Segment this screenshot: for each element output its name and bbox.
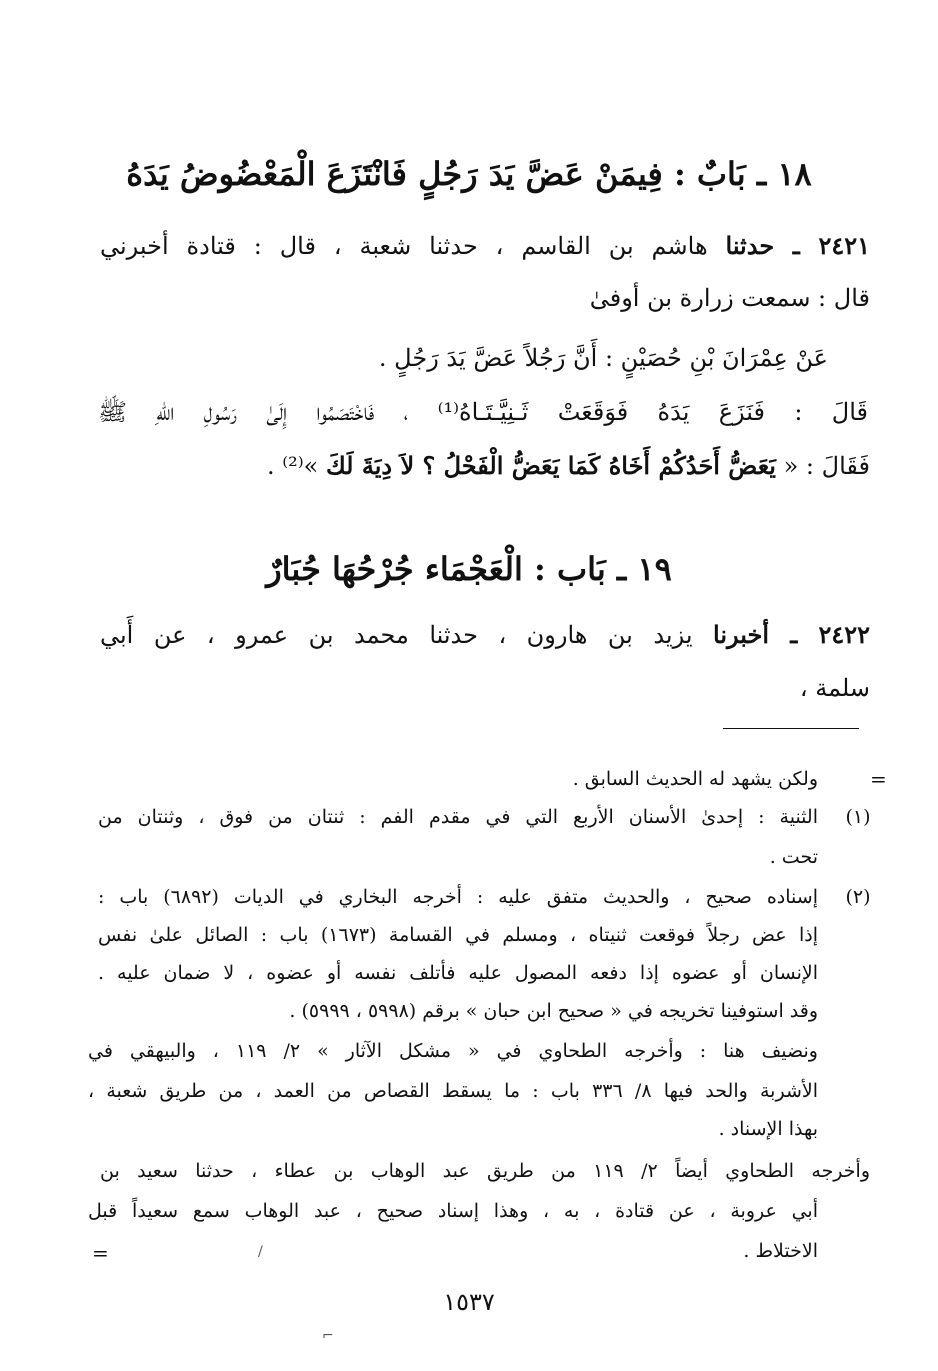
footnote-1-line-1: الثنية : إحدىٰ الأسنان الأربع التي في مقدم الفم : ثنتان من فوق ، وثنتان من	[98, 806, 818, 828]
hadith-2421-line-1	[100, 226, 870, 266]
footnote-1-line-2: تحت .	[769, 846, 818, 868]
footnote-2-line-5: ونضيف هنا : وأخرجه الطحاوي في « مشكل الآثار » ٢/ ١١٩ ، والبيهقي في	[88, 1040, 818, 1062]
hadith-2421-line-2: قال : سمعت زرارة بن أوفىٰ	[589, 284, 870, 312]
footnote-2-marker: (٢)	[845, 886, 871, 908]
hadith-2421-line-3: عَنْ عِمْرَانَ بْنِ حُصَيْنٍ : أَنَّ رَجُلاً عَضَّ يَدَ رَجُلٍ .	[378, 344, 828, 372]
continuation-end-mark: =	[92, 1241, 109, 1265]
hadith-2422-line-2: سلمة ،	[799, 674, 870, 702]
chapter-18-heading: ١٨ ـ بَابٌ : فِيمَنْ عَضَّ يَدَ رَجُلٍ فَانْتَزَعَ الْمَعْضُوضُ يَدَهُ	[126, 155, 812, 193]
hadith-2422-line-1	[100, 615, 870, 655]
footnote-2-line-10: الاختلاط .	[743, 1240, 818, 1262]
footnote-continuation: ولكن يشهد له الحديث السابق .	[572, 768, 818, 790]
scan-artifact-2: ⌐	[322, 1328, 334, 1344]
chapter-19-heading: ١٩ ـ بَاب : الْعَجْمَاء جُرْحُهَا جُبَارٌ	[266, 550, 672, 588]
footnote-1-marker: (١)	[845, 806, 871, 828]
footnote-2-line-9: أبي عروبة ، عن قتادة ، به ، وهذا إسناد صحيح ، عبد الوهاب سمع سعيداً قبل	[88, 1200, 818, 1222]
footnote-2-line-7: بهذا الإسناد .	[718, 1118, 818, 1140]
footnote-2-line-1: إسناده صحيح ، والحديث متفق عليه : أخرجه البخاري في الديات (٦٨٩٢) باب :	[98, 886, 818, 908]
scan-artifact: /	[258, 1244, 263, 1260]
footnote-2-line-8: وأخرجه الطحاوي أيضاً ٢/ ١١٩ من طريق عبد الوهاب بن عطاء ، حدثنا سعيد بن	[100, 1160, 870, 1182]
footnote-2-line-2: إذا عض رجلاً فوقعت ثنيتاه ، ومسلم في القسامة (١٦٧٣) باب : الصائل علىٰ نفس	[98, 924, 818, 946]
footnote-2-line-3: الإنسان أو عضوه إذا دفعه المصول عليه فأتلف نفسه أو عضوه ، لا ضمان عليه .	[98, 962, 818, 984]
prophetic-saying: يَعَضُّ أَحَدُكُمْ أَخَاهُ كَمَا يَعَضُّ الْفَحْلُ ؟ لاَ دِيَةَ لَكَ	[325, 451, 776, 480]
hadith-2422-number: ٢٤٢٢ ـ أخبرنا	[713, 620, 870, 649]
hadith-2421-number: ٢٤٢١ ـ حدثنا	[725, 231, 870, 260]
hadith-2421-isnad: هاشم بن القاسم ، حدثنا شعبة ، قال : قتادة أخبرني	[100, 232, 726, 260]
hadith-2421-line-4: قَالَ : فَنَزَعَ يَدَهُ فَوَقَعَتْ ثَـنِيَّـتَـاهُ⁽¹⁾ ، فَاخْتَصَمُوا إِلَىٰ رَسُولِ اللهِ ﷺ	[98, 398, 868, 426]
hadith-2421-quote-open: فَقَالَ : «	[775, 452, 870, 480]
footnote-2-line-4: وقد استوفينا تخريجه في « صحيح ابن حبان » برقم (٥٩٩٨ ، ٥٩٩٩) .	[289, 1000, 818, 1022]
footnote-2-line-6: الأشربة والحد فيها ٨/ ٣٣٦ باب : ما يسقط القصاص من العمد ، من طريق شعبة ،	[88, 1080, 818, 1102]
hadith-2421-line-5	[100, 446, 870, 486]
continuation-mark: =	[870, 767, 887, 791]
page-number: ١٥٣٧	[443, 1288, 495, 1316]
hadith-2422-isnad: يزيد بن هارون ، حدثنا محمد بن عمرو ، عن أَبي	[100, 621, 714, 649]
footnote-separator	[723, 728, 859, 729]
hadith-2421-quote-close: »⁽²⁾ .	[266, 452, 326, 480]
